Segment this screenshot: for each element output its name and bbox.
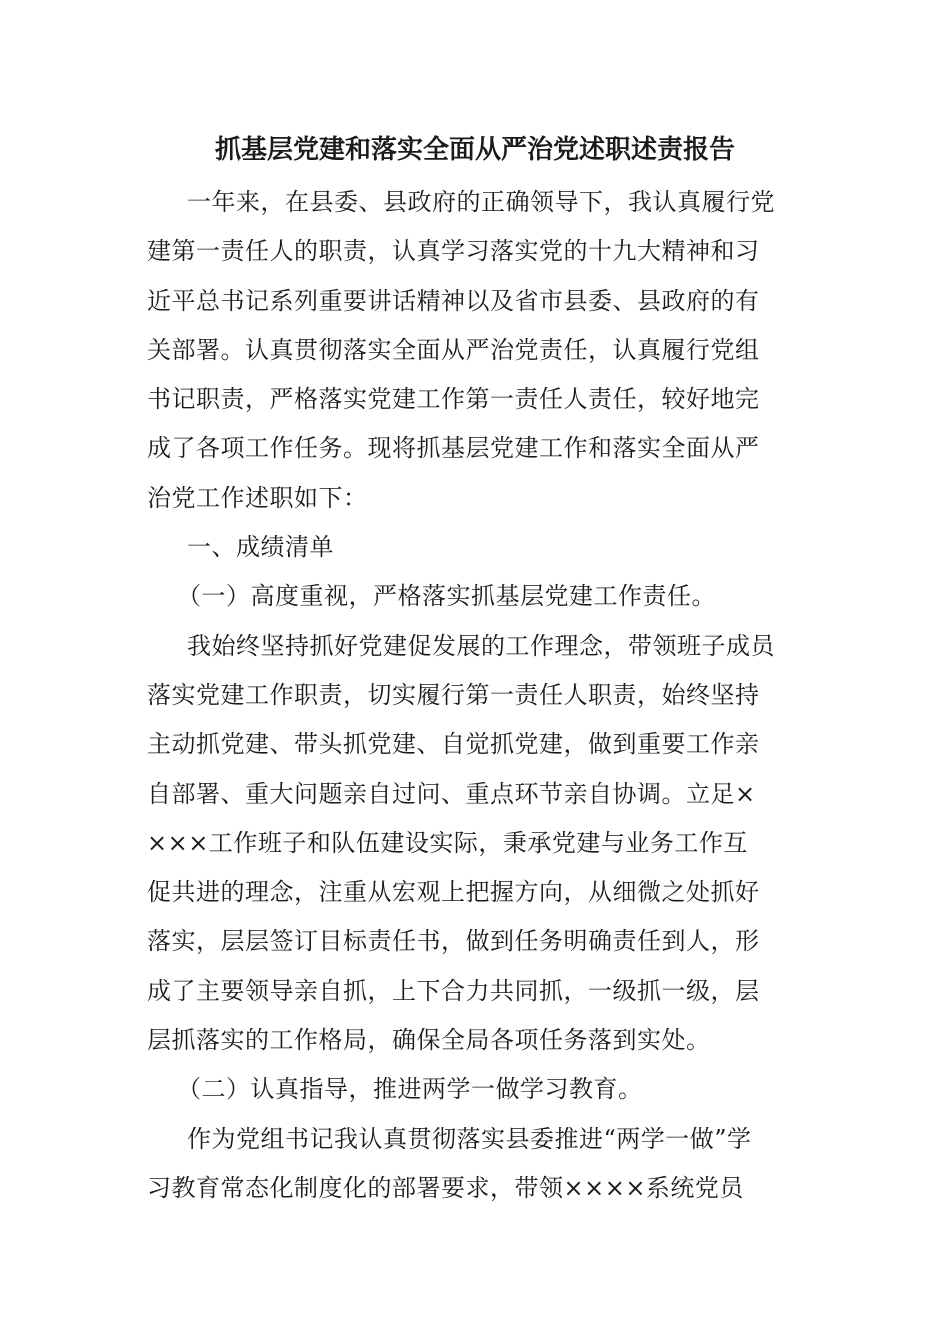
- document-title: 抓基层党建和落实全面从严治党述职述责报告: [214, 135, 735, 165]
- text-line: 一年来，在县委、县政府的正确领导下，我认真履行党: [187, 188, 775, 216]
- text-line: 成了各项工作任务。现将抓基层党建工作和落实全面从严: [147, 434, 760, 463]
- text-line: （二）认真指导，推进两学一做学习教育。: [177, 1075, 643, 1104]
- text-line: 一、成绩清单: [187, 533, 334, 562]
- text-line: 治党工作述职如下：: [147, 483, 368, 512]
- text-line: 书记职责，严格落实党建工作第一责任人责任，较好地完: [147, 385, 760, 414]
- text-line: 促共进的理念，注重从宏观上把握方向，从细微之处抓好: [147, 878, 760, 907]
- text-line: 关部署。认真贯彻落实全面从严治党责任，认真履行党组: [147, 335, 760, 364]
- text-line: 建第一责任人的职责，认真学习落实党的十九大精神和习: [147, 237, 760, 266]
- text-line: 主动抓党建、带头抓党建、自觉抓党建，做到重要工作亲: [147, 730, 760, 759]
- text-line: 成了主要领导亲自抓，上下合力共同抓，一级抓一级，层: [147, 976, 760, 1005]
- text-line: 我始终坚持抓好党建促发展的工作理念，带领班子成员: [187, 631, 775, 660]
- text-line: 落实党建工作职责，切实履行第一责任人职责，始终坚持: [147, 680, 760, 709]
- text-line: 习教育常态化制度化的部署要求，带领××××系统党员: [147, 1173, 744, 1202]
- document-body: [147, 178, 807, 1213]
- text-line: 近平总书记系列重要讲话精神以及省市县委、县政府的有: [147, 286, 760, 315]
- text-line: 层抓落实的工作格局，确保全局各项任务落到实处。: [147, 1026, 711, 1055]
- text-line: 自部署、重大问题亲自过问、重点环节亲自协调。立足×: [147, 779, 756, 808]
- text-line: 落实，层层签订目标责任书，做到任务明确责任到人，形: [147, 927, 760, 956]
- text-line: 作为党组书记我认真贯彻落实县委推进“两学一做”学: [187, 1124, 752, 1153]
- text-line: （一）高度重视，严格落实抓基层党建工作责任。: [177, 582, 716, 611]
- text-line: ×××工作班子和队伍建设实际，秉承党建与业务工作互: [147, 828, 748, 857]
